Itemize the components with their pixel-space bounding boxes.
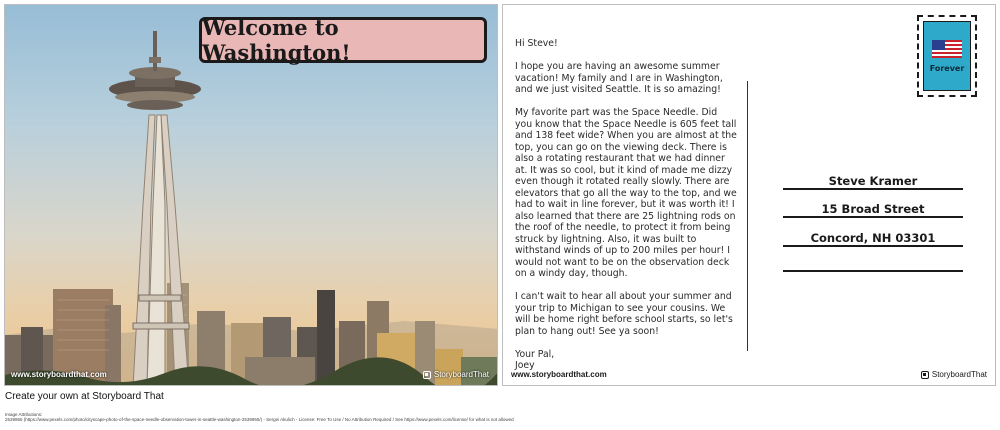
postcard-title: Welcome to Washington! [199, 17, 487, 63]
address-line-4 [783, 270, 963, 272]
letter-paragraph-1: I hope you are having an awesome summer vacation! My family and I are in Washington, and we just visited Seattle. It is so amazing! [515, 61, 723, 95]
address-street: 15 Broad Street [821, 202, 925, 216]
watermark-left: www.storyboardthat.com [11, 370, 107, 379]
address-line-2 [783, 216, 963, 218]
letter-paragraph-2: My favorite part was the Space Needle. Did you know that the Space Needle is 605 feet tall and 138 feet wide? When you are almost at the top, you can go on the viewing deck. There is also a rotating restaurant that we had dinner at. It was so cool, but it kind of made me dizzy even though it rotated really slowly. There are elevators that go all the way to the top, and we had to wait in line forever, but it was worth it! I also learned that there are 25 lightning rods on the roof of the needle, to protect it from being struck by lightning. Also, it was built to withstand winds of up to 200 miles per hour! I would not want to be on the observation deck on a windy day, though. [515, 107, 737, 279]
create-your-own-link[interactable]: Create your own at Storyboard That [5, 391, 164, 402]
postcard-back [502, 4, 996, 386]
postcard-divider [747, 81, 748, 351]
stamp-face [923, 21, 971, 91]
logo-text-left: StoryboardThat [433, 370, 489, 379]
letter-greeting: Hi Steve! [515, 38, 558, 49]
postage-stamp [917, 15, 977, 97]
storyboardthat-logo-left [423, 370, 489, 379]
image-attributions-heading: Image Attributions: [5, 412, 43, 417]
storyboard-icon [921, 371, 929, 379]
address-line-1 [783, 188, 963, 190]
postcard-front [4, 4, 498, 386]
stamp-label: Forever [929, 63, 965, 73]
storyboard-icon [423, 371, 431, 379]
letter-message [515, 38, 737, 372]
logo-text-right: StoryboardThat [931, 370, 987, 379]
image-attribution-text: 2539955 (https://www.pexels.com/photo/cityscape-photo-of-the-space-needle-observation-tower-in-seattle-washington-2539955/) - Sergei Akulich - License: Free To Use / No Attribution Required / See https://www.pexels.com/license/ for what is not allowed [5, 417, 514, 422]
address-line-3 [783, 245, 963, 247]
address-city: Concord, NH 03301 [810, 231, 936, 245]
letter-signature: Joey [515, 360, 535, 371]
address-name: Steve Kramer [828, 174, 918, 188]
letter-closing: Your Pal, [515, 348, 555, 360]
letter-paragraph-3: I can't wait to hear all about your summer and your trip to Michigan to see your cousins. We will be home right before school starts, so let's plan to hang out! See ya soon! [515, 291, 733, 337]
watermark-right: www.storyboardthat.com [511, 370, 607, 379]
us-flag-icon [932, 40, 962, 58]
storyboardthat-logo-right [921, 370, 987, 379]
